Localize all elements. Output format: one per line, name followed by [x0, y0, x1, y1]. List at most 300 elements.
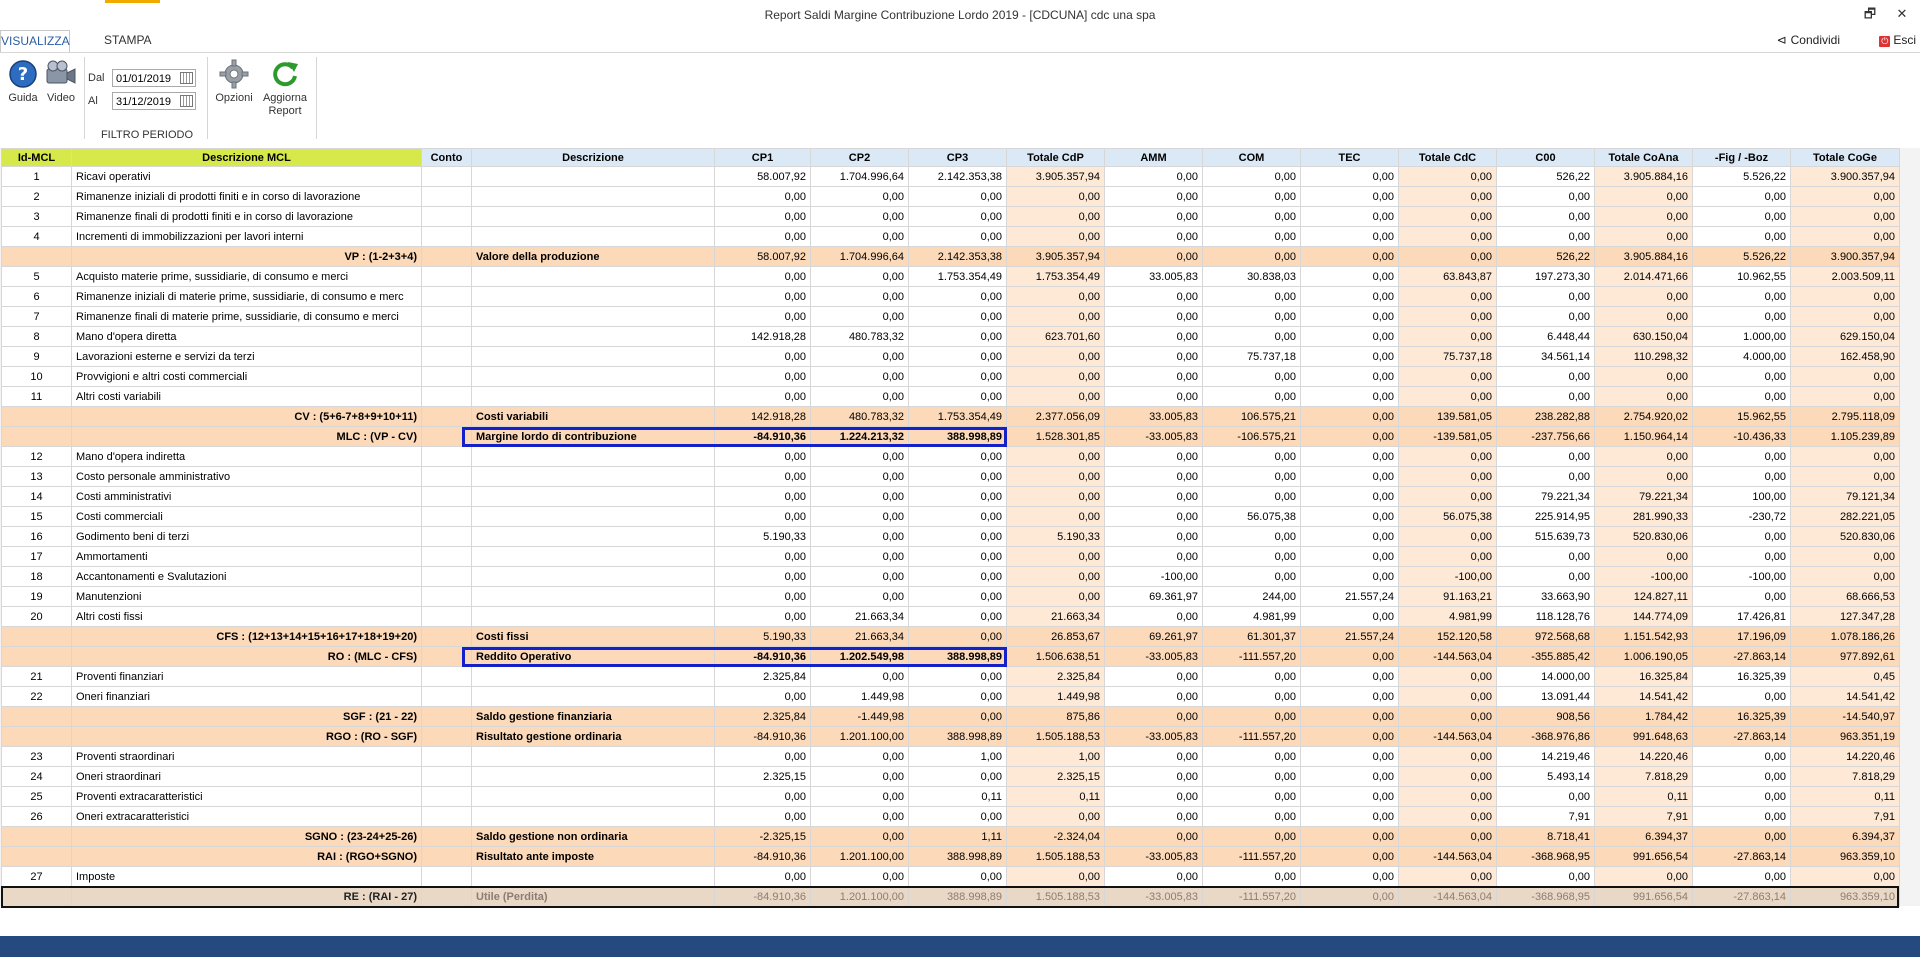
cell-value: 0,00: [1203, 227, 1301, 247]
table-row[interactable]: [2, 387, 1900, 407]
cell-descrizione: [472, 387, 715, 407]
cell-descrizione-mcl: Altri costi fissi: [72, 607, 422, 627]
cell-value: 0,00: [1595, 307, 1693, 327]
table-row[interactable]: [2, 747, 1900, 767]
column-header[interactable]: Totale CdC: [1399, 149, 1497, 167]
cell-value: 0,00: [909, 307, 1007, 327]
cell-value: 5.190,33: [715, 527, 811, 547]
subtotal-row[interactable]: [2, 247, 1900, 267]
cell-value: 0,00: [1105, 707, 1203, 727]
cell-value: 480.783,32: [811, 327, 909, 347]
cell-value: 0,00: [1301, 727, 1399, 747]
guida-label: Guida: [8, 92, 38, 104]
cell-value: 0,00: [909, 367, 1007, 387]
cell-value: -2.324,04: [1007, 827, 1105, 847]
cell-value: 15.962,55: [1693, 407, 1791, 427]
cell-conto: [422, 347, 472, 367]
cell-value: 142.918,28: [715, 327, 811, 347]
subtotal-row[interactable]: [2, 627, 1900, 647]
cell-descrizione-mcl: Rimanenze finali di prodotti finiti e in corso di lavorazione: [72, 207, 422, 227]
cell-id: 21: [2, 667, 72, 687]
cell-value: 124.827,11: [1595, 587, 1693, 607]
subtotal-row[interactable]: [2, 727, 1900, 747]
cell-id: 15: [2, 507, 72, 527]
cell-value: 0,00: [909, 767, 1007, 787]
cell-value: 0,00: [909, 327, 1007, 347]
column-header[interactable]: C00: [1497, 149, 1595, 167]
cell-value: 0,00: [811, 267, 909, 287]
cell-descrizione-mcl: Ammortamenti: [72, 547, 422, 567]
cell-value: 0,00: [811, 287, 909, 307]
cell-conto: [422, 467, 472, 487]
cell-value: 0,00: [715, 467, 811, 487]
table-row[interactable]: [2, 667, 1900, 687]
cell-value: 0,00: [1399, 787, 1497, 807]
status-bar: [0, 936, 1920, 957]
cell-value: 0,00: [1595, 387, 1693, 407]
cell-value: 0,00: [811, 367, 909, 387]
cell-value: 0,00: [1791, 307, 1900, 327]
cell-descrizione: [472, 547, 715, 567]
cell-value: 629.150,04: [1791, 327, 1900, 347]
table-row[interactable]: [2, 307, 1900, 327]
cell-value: 0,00: [1595, 287, 1693, 307]
cell-value: 0,00: [1693, 367, 1791, 387]
cell-value: 0,00: [909, 287, 1007, 307]
share-icon: ⊲: [1776, 33, 1787, 47]
table-row[interactable]: [2, 347, 1900, 367]
cell-conto: [422, 807, 472, 827]
column-header[interactable]: TEC: [1301, 149, 1399, 167]
table-row[interactable]: [2, 547, 1900, 567]
cell-value: -33.005,83: [1105, 647, 1203, 667]
cell-value: 0,00: [1301, 367, 1399, 387]
cell-descrizione: [472, 347, 715, 367]
cell-value: 0,00: [1497, 387, 1595, 407]
cell-value: 0,00: [1301, 547, 1399, 567]
cell-value: 0,00: [1301, 747, 1399, 767]
cell-value: 225.914,95: [1497, 507, 1595, 527]
column-header[interactable]: Totale CoGe: [1791, 149, 1900, 167]
cell-value: 480.783,32: [811, 407, 909, 427]
table-header-row: [2, 149, 1900, 167]
cell-value: 526,22: [1497, 167, 1595, 187]
cell-value: 0,00: [1791, 467, 1900, 487]
cell-value: 388.998,89: [909, 647, 1007, 667]
cell-descrizione: [472, 527, 715, 547]
cell-id: 22: [2, 687, 72, 707]
cell-value: 0,00: [1105, 867, 1203, 887]
cell-value: 0,00: [1301, 187, 1399, 207]
cell-id: 12: [2, 447, 72, 467]
cell-descrizione: [472, 867, 715, 887]
cell-value: 0,00: [811, 667, 909, 687]
al-date-input[interactable]: [112, 92, 196, 110]
table-row[interactable]: [2, 767, 1900, 787]
calendar-icon[interactable]: [180, 72, 193, 84]
cell-value: 0,00: [1007, 227, 1105, 247]
ribbon-separator: [84, 57, 85, 139]
table-row[interactable]: [2, 447, 1900, 467]
cell-value: 520.830,06: [1791, 527, 1900, 547]
subtotal-row[interactable]: [2, 827, 1900, 847]
cell-value: 0,00: [1595, 227, 1693, 247]
cell-value: 972.568,68: [1497, 627, 1595, 647]
cell-descrizione-mcl: Rimanenze finali di materie prime, sussidiarie, di consumo e merci: [72, 307, 422, 327]
cell-value: 0,00: [909, 447, 1007, 467]
cell-value: 0,00: [811, 867, 909, 887]
cell-value: 0,00: [1203, 747, 1301, 767]
cell-id: 16: [2, 527, 72, 547]
cell-descrizione-mcl: Oneri straordinari: [72, 767, 422, 787]
cell-value: 0,00: [1791, 567, 1900, 587]
cell-value: 0,00: [715, 187, 811, 207]
table-row[interactable]: [2, 587, 1900, 607]
cell-value: 69.261,97: [1105, 627, 1203, 647]
cell-value: 0,00: [1301, 827, 1399, 847]
cell-value: 0,00: [715, 367, 811, 387]
cell-descrizione-mcl: SGF : (21 - 22): [72, 707, 422, 727]
cell-value: 0,00: [1301, 567, 1399, 587]
table-row[interactable]: [2, 687, 1900, 707]
cell-value: 0,00: [1595, 867, 1693, 887]
cell-conto: [422, 727, 472, 747]
cell-value: 0,00: [1497, 567, 1595, 587]
cell-value: 0,00: [909, 867, 1007, 887]
cell-value: 0,00: [1497, 187, 1595, 207]
cell-descrizione-mcl: Imposte: [72, 867, 422, 887]
cell-descrizione: [472, 607, 715, 627]
cell-conto: [422, 567, 472, 587]
cell-id: [2, 887, 72, 907]
cell-value: -111.557,20: [1203, 727, 1301, 747]
result-row[interactable]: [2, 887, 1900, 907]
cell-value: 0,00: [909, 387, 1007, 407]
report-table: [1, 148, 1900, 907]
cell-value: 1.704.996,64: [811, 167, 909, 187]
cell-value: 0,00: [1693, 227, 1791, 247]
cell-value: 630.150,04: [1595, 327, 1693, 347]
cell-descrizione-mcl: Costi amministrativi: [72, 487, 422, 507]
subtotal-row[interactable]: [2, 647, 1900, 667]
cell-value: -1.449,98: [811, 707, 909, 727]
cell-conto: [422, 187, 472, 207]
cell-value: 0,00: [1595, 207, 1693, 227]
cell-value: 526,22: [1497, 247, 1595, 267]
cell-value: 0,00: [715, 347, 811, 367]
cell-value: 0,00: [1007, 867, 1105, 887]
cell-value: 1.449,98: [1007, 687, 1105, 707]
cell-descrizione: [472, 807, 715, 827]
table-row[interactable]: [2, 487, 1900, 507]
table-row[interactable]: [2, 867, 1900, 887]
cell-value: 0,00: [1693, 387, 1791, 407]
cell-value: -84.910,36: [715, 647, 811, 667]
cell-value: 0,00: [1007, 587, 1105, 607]
cell-value: 0,00: [1105, 687, 1203, 707]
cell-value: 0,00: [1399, 707, 1497, 727]
cell-value: 7.818,29: [1595, 767, 1693, 787]
cell-conto: [422, 767, 472, 787]
cell-value: 0,00: [1203, 327, 1301, 347]
cell-value: 0,00: [1007, 567, 1105, 587]
cell-value: 0,00: [1301, 287, 1399, 307]
cell-value: -355.885,42: [1497, 647, 1595, 667]
table-row[interactable]: [2, 367, 1900, 387]
restore-icon[interactable]: 🗗: [1863, 6, 1877, 21]
column-header[interactable]: AMM: [1105, 149, 1203, 167]
ribbon-separator: [207, 57, 208, 139]
column-header[interactable]: Descrizione MCL: [72, 149, 422, 167]
cell-value: 17.196,09: [1693, 627, 1791, 647]
table-row[interactable]: [2, 267, 1900, 287]
cell-value: 7,91: [1595, 807, 1693, 827]
cell-value: 0,00: [1301, 707, 1399, 727]
cell-descrizione: Utile (Perdita): [472, 887, 715, 907]
cell-conto: [422, 707, 472, 727]
cell-value: 1,00: [1007, 747, 1105, 767]
column-header[interactable]: CP3: [909, 149, 1007, 167]
cell-value: 0,00: [1399, 527, 1497, 547]
cell-value: 0,00: [1105, 227, 1203, 247]
cell-value: 0,00: [909, 627, 1007, 647]
cell-value: 1.201.100,00: [811, 887, 909, 907]
cell-value: 56.075,38: [1399, 507, 1497, 527]
cell-value: 0,00: [715, 867, 811, 887]
cell-value: 152.120,58: [1399, 627, 1497, 647]
aggiorna-report-button[interactable]: [258, 59, 312, 118]
cell-value: 4.981,99: [1399, 607, 1497, 627]
cell-descrizione: Risultato ante imposte: [472, 847, 715, 867]
cell-value: 0,00: [1693, 547, 1791, 567]
column-header[interactable]: CP2: [811, 149, 909, 167]
cell-id: 8: [2, 327, 72, 347]
tab-stampa[interactable]: STAMPA: [104, 33, 152, 47]
table-row[interactable]: [2, 287, 1900, 307]
cell-value: 0,00: [715, 607, 811, 627]
cell-value: 79.221,34: [1595, 487, 1693, 507]
cell-value: -144.563,04: [1399, 647, 1497, 667]
tab-visualizza[interactable]: VISUALIZZA: [0, 30, 70, 52]
subtotal-row[interactable]: [2, 847, 1900, 867]
cell-id: 4: [2, 227, 72, 247]
column-header[interactable]: CP1: [715, 149, 811, 167]
video-button[interactable]: [44, 59, 78, 105]
cell-value: 0,00: [1301, 267, 1399, 287]
cell-value: 1.202.549,98: [811, 647, 909, 667]
cell-value: 0,00: [715, 207, 811, 227]
opzioni-button[interactable]: [212, 59, 256, 105]
close-icon[interactable]: ✕: [1896, 6, 1908, 21]
cell-value: 4.981,99: [1203, 607, 1301, 627]
cell-value: 0,00: [1105, 467, 1203, 487]
cell-value: 69.361,97: [1105, 587, 1203, 607]
share-button[interactable]: [1777, 33, 1840, 47]
cell-value: 118.128,76: [1497, 607, 1595, 627]
cell-value: 13.091,44: [1497, 687, 1595, 707]
cell-id: [2, 407, 72, 427]
cell-descrizione-mcl: CFS : (12+13+14+15+16+17+18+19+20): [72, 627, 422, 647]
cell-descrizione: [472, 667, 715, 687]
cell-value: 79.221,34: [1497, 487, 1595, 507]
table-row[interactable]: [2, 507, 1900, 527]
cell-value: 0,00: [1105, 207, 1203, 227]
cell-value: 0,00: [1203, 807, 1301, 827]
cell-descrizione-mcl: Accantonamenti e Svalutazioni: [72, 567, 422, 587]
cell-value: 0,00: [1791, 367, 1900, 387]
cell-value: 0,00: [1399, 767, 1497, 787]
cell-value: 5.526,22: [1693, 167, 1791, 187]
cell-value: 0,00: [1007, 187, 1105, 207]
cell-descrizione: [472, 687, 715, 707]
cell-value: 0,00: [1497, 307, 1595, 327]
cell-value: -111.557,20: [1203, 847, 1301, 867]
cell-value: 0,00: [1399, 227, 1497, 247]
table-row[interactable]: [2, 467, 1900, 487]
cell-value: 5.526,22: [1693, 247, 1791, 267]
cell-value: 0,00: [1693, 827, 1791, 847]
cell-value: 0,00: [1399, 327, 1497, 347]
cell-value: 0,00: [715, 807, 811, 827]
cell-value: 0,00: [715, 507, 811, 527]
cell-value: 2.003.509,11: [1791, 267, 1900, 287]
exit-button[interactable]: [1879, 33, 1916, 47]
cell-value: 1.201.100,00: [811, 727, 909, 747]
cell-conto: [422, 747, 472, 767]
cell-value: 10.962,55: [1693, 267, 1791, 287]
cell-value: 14.541,42: [1595, 687, 1693, 707]
cell-value: -106.575,21: [1203, 427, 1301, 447]
column-header[interactable]: Id-MCL: [2, 149, 72, 167]
calendar-icon[interactable]: [180, 95, 193, 107]
cell-value: 197.273,30: [1497, 267, 1595, 287]
cell-value: 0,00: [1203, 167, 1301, 187]
column-header[interactable]: Descrizione: [472, 149, 715, 167]
cell-id: 5: [2, 267, 72, 287]
gear-icon: [219, 59, 249, 89]
guida-button[interactable]: [6, 59, 40, 105]
cell-value: 0,00: [715, 687, 811, 707]
column-header[interactable]: COM: [1203, 149, 1301, 167]
cell-value: 0,00: [1301, 407, 1399, 427]
cell-value: 2.142.353,38: [909, 167, 1007, 187]
ribbon: [0, 52, 1920, 145]
cell-value: 0,00: [1301, 507, 1399, 527]
cell-value: 17.426,81: [1693, 607, 1791, 627]
cell-value: 0,00: [1595, 447, 1693, 467]
cell-value: 520.830,06: [1595, 527, 1693, 547]
cell-value: 282.221,05: [1791, 507, 1900, 527]
cell-value: 0,00: [1301, 387, 1399, 407]
cell-value: 0,00: [1791, 187, 1900, 207]
table-row[interactable]: [2, 807, 1900, 827]
cell-value: 0,00: [1301, 527, 1399, 547]
cell-value: 0,00: [1105, 287, 1203, 307]
column-header[interactable]: -Fig / -Boz: [1693, 149, 1791, 167]
cell-value: 1.505.188,53: [1007, 887, 1105, 907]
cell-descrizione: [472, 567, 715, 587]
cell-value: 0,00: [811, 587, 909, 607]
table-row[interactable]: [2, 207, 1900, 227]
subtotal-row[interactable]: [2, 707, 1900, 727]
column-header[interactable]: Conto: [422, 149, 472, 167]
cell-value: 1.449,98: [811, 687, 909, 707]
cell-value: 0,00: [1007, 487, 1105, 507]
cell-value: 0,00: [811, 767, 909, 787]
cell-descrizione-mcl: RO : (MLC - CFS): [72, 647, 422, 667]
cell-descrizione: [472, 167, 715, 187]
cell-value: 0,00: [1105, 747, 1203, 767]
column-header[interactable]: Totale CoAna: [1595, 149, 1693, 167]
cell-descrizione-mcl: Oneri extracaratteristici: [72, 807, 422, 827]
table-row[interactable]: [2, 607, 1900, 627]
cell-value: 21.663,34: [811, 607, 909, 627]
cell-value: 0,00: [1301, 427, 1399, 447]
cell-value: -27.863,14: [1693, 727, 1791, 747]
cell-descrizione-mcl: Proventi straordinari: [72, 747, 422, 767]
cell-value: 0,00: [1791, 227, 1900, 247]
dal-date-input[interactable]: [112, 69, 196, 87]
cell-conto: [422, 387, 472, 407]
cell-value: -368.976,86: [1497, 727, 1595, 747]
cell-value: 0,00: [1203, 487, 1301, 507]
cell-value: 0,00: [1105, 347, 1203, 367]
cell-conto: [422, 847, 472, 867]
cell-value: 0,11: [1595, 787, 1693, 807]
table-row[interactable]: [2, 787, 1900, 807]
cell-value: 0,00: [1105, 807, 1203, 827]
cell-value: 2.325,84: [1007, 667, 1105, 687]
column-header[interactable]: Totale CdP: [1007, 149, 1105, 167]
cell-value: 0,00: [909, 807, 1007, 827]
subtotal-row[interactable]: [2, 407, 1900, 427]
cell-value: 0,00: [1203, 387, 1301, 407]
cell-value: 2.377.056,09: [1007, 407, 1105, 427]
cell-value: 106.575,21: [1203, 407, 1301, 427]
cell-descrizione-mcl: RGO : (RO - SGF): [72, 727, 422, 747]
cell-id: 1: [2, 167, 72, 187]
cell-value: 3.905.357,94: [1007, 247, 1105, 267]
cell-value: 0,00: [715, 787, 811, 807]
cell-value: 0,00: [909, 227, 1007, 247]
cell-value: -33.005,83: [1105, 887, 1203, 907]
cell-value: 0,00: [1105, 607, 1203, 627]
cell-value: 6.394,37: [1791, 827, 1900, 847]
cell-value: 1.506.638,51: [1007, 647, 1105, 667]
table-row[interactable]: [2, 527, 1900, 547]
subtotal-row[interactable]: [2, 427, 1900, 447]
cell-value: -27.863,14: [1693, 887, 1791, 907]
table-row[interactable]: [2, 327, 1900, 347]
cell-conto: [422, 427, 472, 447]
cell-id: [2, 427, 72, 447]
cell-value: 68.666,53: [1791, 587, 1900, 607]
cell-value: 0,00: [811, 447, 909, 467]
cell-value: 14.000,00: [1497, 667, 1595, 687]
cell-value: 0,00: [811, 807, 909, 827]
table-row[interactable]: [2, 167, 1900, 187]
cell-value: 0,00: [1105, 667, 1203, 687]
cell-value: 21.557,24: [1301, 587, 1399, 607]
cell-descrizione: [472, 227, 715, 247]
table-row[interactable]: [2, 187, 1900, 207]
cell-value: 0,00: [811, 227, 909, 247]
cell-value: 0,00: [1105, 487, 1203, 507]
table-row[interactable]: [2, 227, 1900, 247]
table-row[interactable]: [2, 567, 1900, 587]
cell-value: 14.219,46: [1497, 747, 1595, 767]
cell-conto: [422, 787, 472, 807]
